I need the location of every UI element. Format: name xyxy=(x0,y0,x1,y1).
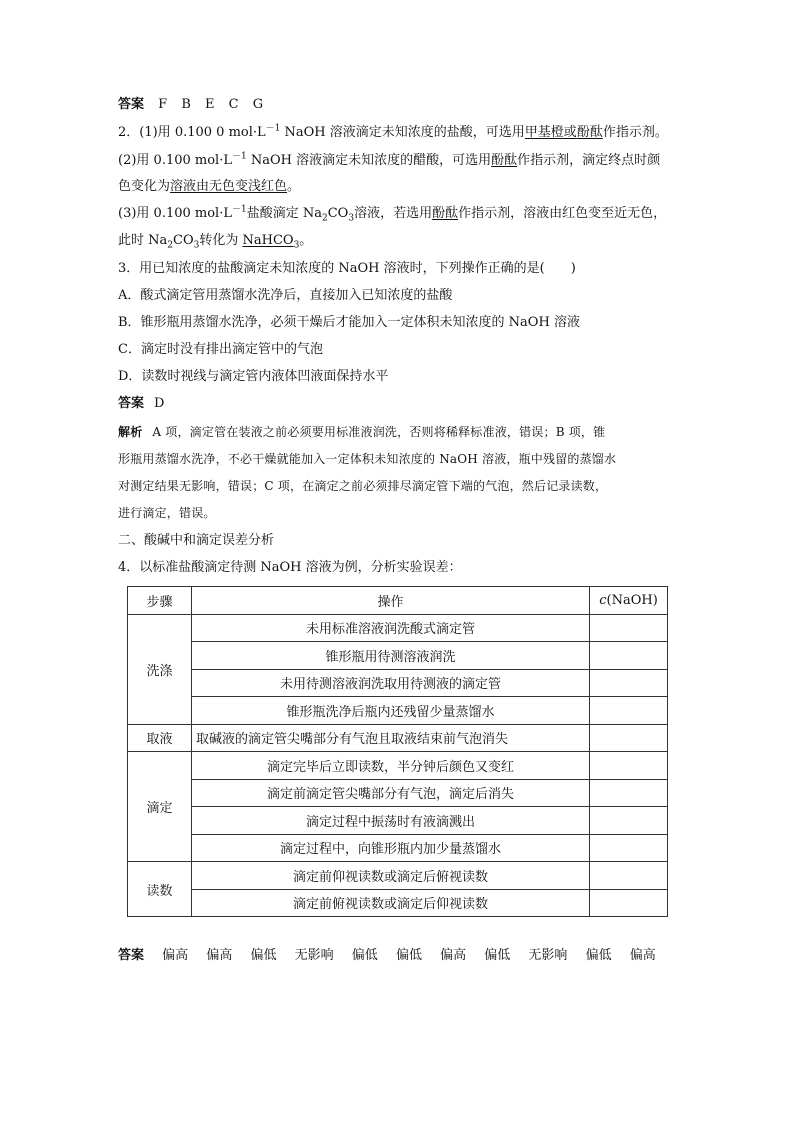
subscript: 3 xyxy=(348,213,355,224)
subscript: 2 xyxy=(167,240,173,251)
table-row xyxy=(128,779,668,807)
q3-answer xyxy=(118,395,164,413)
text: 2．(1)用 0.100 0 mol·L xyxy=(118,125,266,140)
q3-option-c: C．滴定时没有排出滴定管中的气泡 xyxy=(118,342,323,357)
answer-1-value: B xyxy=(181,97,191,112)
subscript: 3 xyxy=(193,240,200,251)
table-row xyxy=(128,862,668,890)
operation-cell: 滴定过程中，向锥形瓶内加少量蒸馏水 xyxy=(192,834,590,862)
answer-1-value: G xyxy=(252,97,264,112)
table-row xyxy=(128,752,668,780)
answer-value: 偏高 xyxy=(440,948,467,963)
answer-1-value: E xyxy=(205,97,215,112)
superscript: －1 xyxy=(265,123,281,134)
table-row xyxy=(128,807,668,835)
underlined-answer xyxy=(242,233,300,251)
result-cell xyxy=(590,669,668,697)
underlined-answer: 酚酞 xyxy=(491,153,518,168)
subscript: 2 xyxy=(321,213,328,224)
text: 转化为 xyxy=(199,233,243,248)
result-cell xyxy=(590,779,668,807)
q3-option-d: D．读数时视线与滴定管内液体凹液面保持水平 xyxy=(118,369,389,384)
text: (NaOH) xyxy=(606,592,658,608)
superscript: －1 xyxy=(231,204,247,215)
result-cell xyxy=(590,614,668,642)
table-row xyxy=(128,724,668,752)
q3-analysis-line: 对测定结果无影响，错误；C 项，在滴定之前必须排尽滴定管下端的气泡，然后记录读数， xyxy=(118,479,608,493)
table-row xyxy=(128,669,668,697)
answer-1 xyxy=(118,96,263,114)
q2-part2-line2 xyxy=(118,178,300,196)
answer-value: 偏高 xyxy=(629,948,656,963)
result-cell xyxy=(590,889,668,917)
answer-value: 偏低 xyxy=(585,948,612,963)
text: 此时 Na xyxy=(118,233,168,248)
underlined-answer: 酚酞 xyxy=(432,206,459,221)
q3-stem: 3．用已知浓度的盐酸滴定未知浓度的 NaOH 溶液时，下列操作正确的是( ) xyxy=(118,261,576,276)
text: NaOH 溶液滴定未知浓度的醋酸，可选用 xyxy=(246,153,492,168)
text: 作指示剂，溶液由红色变至近无色， xyxy=(458,206,667,221)
operation-cell: 滴定前仰视读数或滴定后俯视读数 xyxy=(192,862,590,890)
answer-value: 偏低 xyxy=(250,948,277,963)
text: (2)用 0.100 mol·L xyxy=(118,153,232,168)
table-row xyxy=(128,834,668,862)
operation-cell: 滴定前俯视读数或滴定后仰视读数 xyxy=(192,889,590,917)
underlined-answer: 或 xyxy=(563,125,577,140)
result-cell xyxy=(590,862,668,890)
step-cell: 滴定 xyxy=(128,752,192,862)
error-analysis-table xyxy=(127,586,668,917)
answer-value: D xyxy=(154,396,165,411)
q3-analysis-line: 形瓶用蒸馏水洗净，不必干燥就能加入一定体积未知浓度的 NaOH 溶液，瓶中残留的蒸馏水 xyxy=(118,452,617,466)
text: 溶液，若选用 xyxy=(354,206,433,221)
q3-option-b: B．锥形瓶用蒸馏水洗净，必须干燥后才能加入一定体积未知浓度的 NaOH 溶液 xyxy=(118,315,580,330)
answer-value: 偏低 xyxy=(351,948,378,963)
underlined-answer: 溶液由无色变浅红色 xyxy=(170,179,288,194)
result-cell xyxy=(590,752,668,780)
q4-stem: 4．以标准盐酸滴定待测 NaOH 溶液为例，分析实验误差： xyxy=(118,560,462,575)
answer-value: 无影响 xyxy=(294,948,334,963)
answer-label: 答案 xyxy=(118,948,145,963)
operation-cell: 滴定完毕后立即读数，半分钟后颜色又变红 xyxy=(192,752,590,780)
answer-value: 偏低 xyxy=(395,948,422,963)
underlined-answer: 酚酞 xyxy=(576,125,603,140)
operation-cell: 未用待测溶液润洗取用待测液的滴定管 xyxy=(192,669,590,697)
text: 作指示剂。 xyxy=(602,125,668,140)
answer-value: 偏高 xyxy=(162,948,189,963)
section-heading: 二、酸碱中和滴定误差分析 xyxy=(118,533,275,548)
answer-1-value: F xyxy=(158,97,168,112)
answer-value: 偏低 xyxy=(484,948,511,963)
q3-analysis-line: 进行滴定，错误。 xyxy=(118,506,216,520)
header-c-naoh xyxy=(590,587,668,615)
result-cell xyxy=(590,697,668,725)
result-cell xyxy=(590,807,668,835)
analysis-label: 解析 xyxy=(118,425,143,439)
q2-part3-line1 xyxy=(118,205,666,223)
answer-1-value: C xyxy=(228,97,239,112)
text: A 项，滴定管在装液之前必须要用标准液润洗，否则将稀释标准液，错误；B 项，锥 xyxy=(152,425,606,439)
step-cell: 读数 xyxy=(128,862,192,917)
table-row xyxy=(128,614,668,642)
text: 盐酸滴定 Na xyxy=(246,206,322,221)
text: 。 xyxy=(299,233,313,248)
answer-label: 答案 xyxy=(118,396,145,411)
answer-value: 无影响 xyxy=(528,948,568,963)
text: CO xyxy=(327,206,349,221)
text: CO xyxy=(173,233,194,248)
result-cell xyxy=(590,834,668,862)
answer-1-label: 答案 xyxy=(118,97,145,112)
operation-cell: 滴定过程中振荡时有液滴溅出 xyxy=(192,807,590,835)
header-operation: 操作 xyxy=(192,587,590,615)
text: 作指示剂，滴定终点时颜 xyxy=(517,153,661,168)
text: (3)用 0.100 mol·L xyxy=(118,206,232,221)
q2-part2-line1 xyxy=(118,152,660,170)
q2-part3-line2 xyxy=(118,232,312,250)
text: NaOH 溶液滴定未知浓度的盐酸，可选用 xyxy=(280,125,525,140)
operation-cell: 取碱液的滴定管尖嘴部分有气泡且取液结束前气泡消失 xyxy=(192,724,590,752)
step-cell: 洗涤 xyxy=(128,614,192,724)
operation-cell: 锥形瓶用待测溶液润洗 xyxy=(192,642,590,670)
header-step: 步骤 xyxy=(128,587,192,615)
q4-answers xyxy=(118,947,656,965)
text: NaHCO xyxy=(242,233,294,248)
result-cell xyxy=(590,724,668,752)
text: c xyxy=(599,592,607,608)
text: 。 xyxy=(287,179,301,194)
table-row xyxy=(128,889,668,917)
q2-part1 xyxy=(118,124,668,142)
step-cell: 取液 xyxy=(128,724,192,752)
table-row xyxy=(128,697,668,725)
q3-analysis-line xyxy=(118,423,605,441)
operation-cell: 滴定前滴定管尖嘴部分有气泡，滴定后消失 xyxy=(192,779,590,807)
table-header-row xyxy=(128,587,668,615)
table-row xyxy=(128,642,668,670)
result-cell xyxy=(590,642,668,670)
subscript: 3 xyxy=(293,240,300,251)
operation-cell: 锥形瓶洗净后瓶内还残留少量蒸馏水 xyxy=(192,697,590,725)
underlined-answer: 甲基橙 xyxy=(524,125,564,140)
superscript: －1 xyxy=(231,151,247,162)
operation-cell: 未用标准溶液润洗酸式滴定管 xyxy=(192,614,590,642)
text: 色变化为 xyxy=(118,179,171,194)
answer-value: 偏高 xyxy=(206,948,233,963)
q3-option-a: A．酸式滴定管用蒸馏水洗净后，直接加入已知浓度的盐酸 xyxy=(118,288,453,303)
